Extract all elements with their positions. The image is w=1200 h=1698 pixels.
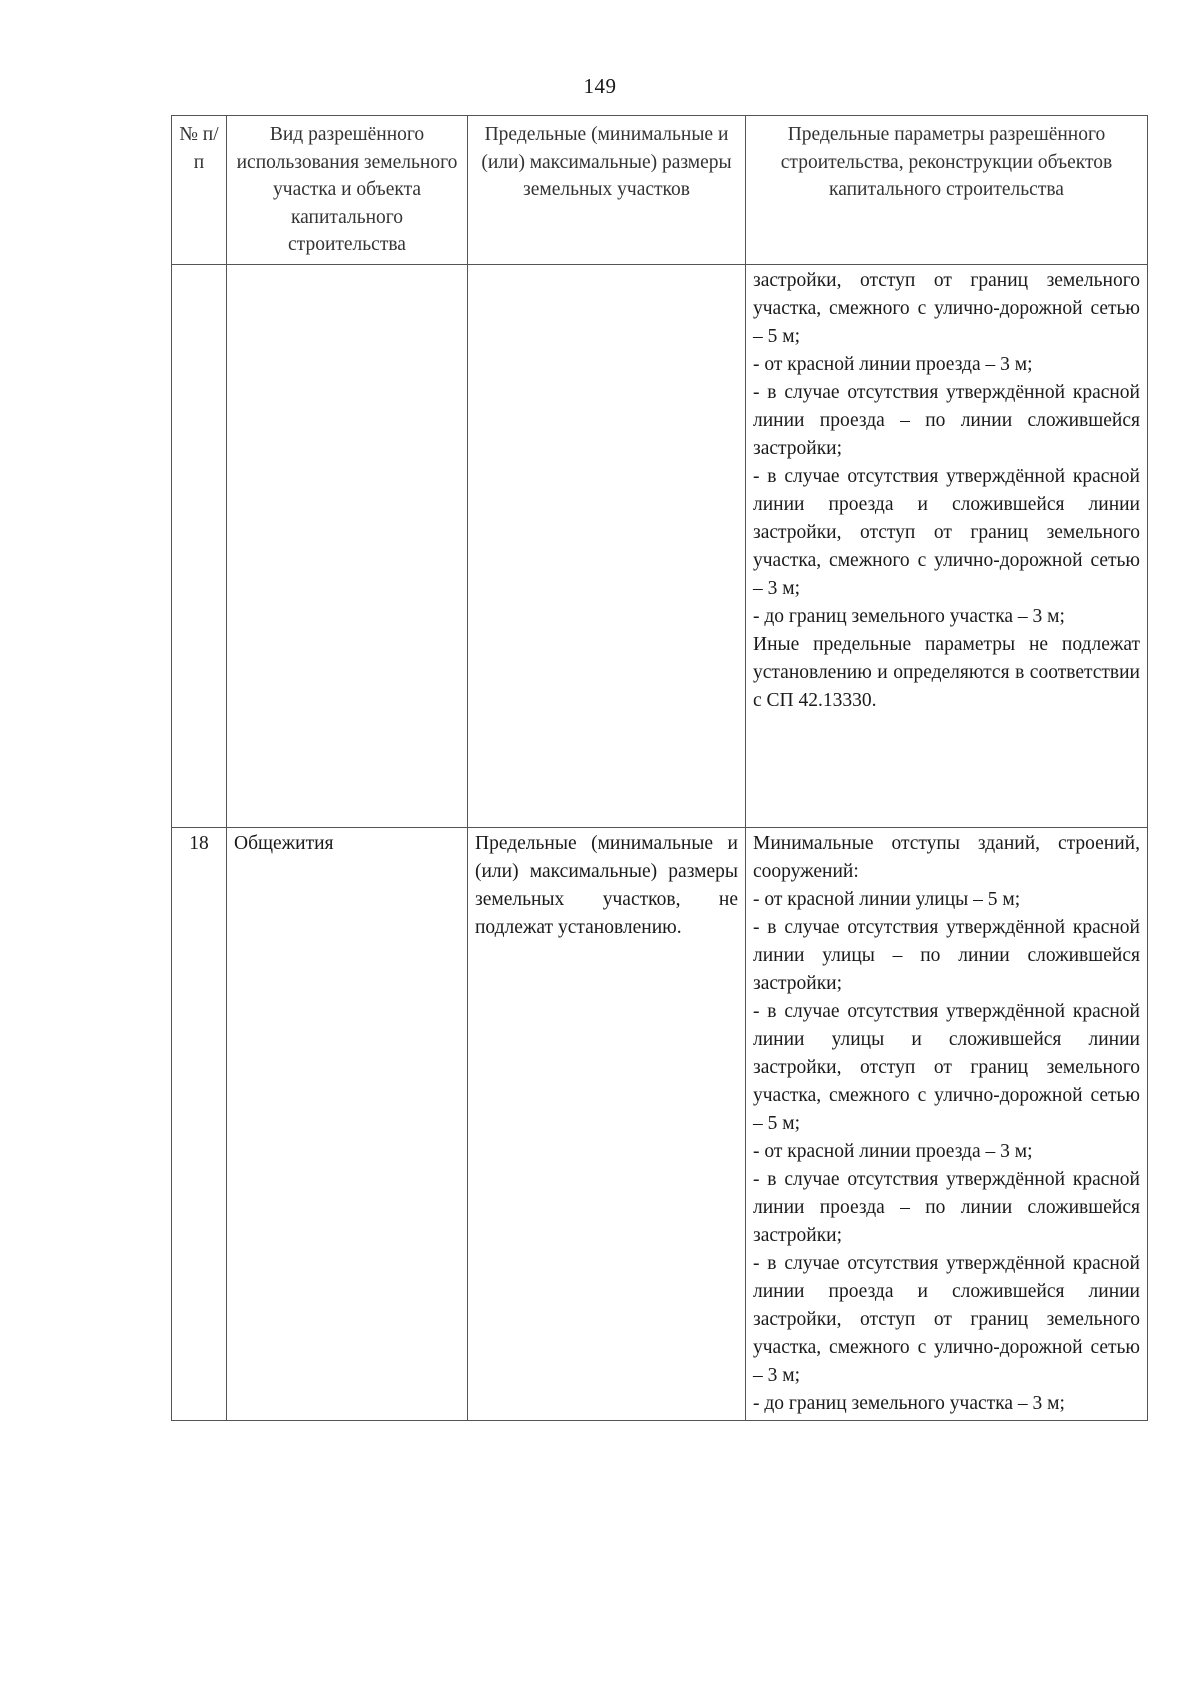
param-paragraph: - от красной линии улицы – 5 м; — [753, 888, 1021, 910]
row-number-cell: 18 — [172, 827, 227, 1420]
params-cell — [746, 264, 1148, 827]
table-row — [172, 264, 1148, 827]
param-paragraph: - до границ земельного участка – 3 м; — [753, 1392, 1065, 1414]
param-paragraph: застройки, отступ от границ земельного участка, смежного с улично-дорожной сетью – 5 м; — [753, 269, 1140, 347]
param-paragraph: - в случае отсутствия утверждённой красной линии проезда и сложившейся линии застройки, отступ от границ земельного участка, смежного с улично-дорожной сетью – 3 м; — [753, 1252, 1140, 1386]
param-paragraph: - в случае отсутствия утверждённой красной линии проезда – по линии сложившейся застройки; — [753, 381, 1140, 459]
use-type-cell: Общежития — [227, 827, 468, 1420]
zoning-parameters-table — [171, 115, 1148, 1421]
param-paragraph: - от красной линии проезда – 3 м; — [753, 353, 1033, 375]
header-number: № п/п — [172, 116, 227, 265]
param-paragraph: - в случае отсутствия утверждённой красной линии проезда – по линии сложившейся застройки; — [753, 1168, 1140, 1246]
table-row — [172, 827, 1148, 1420]
use-type-cell — [227, 264, 468, 827]
table-header-row — [172, 116, 1148, 265]
row-number-cell — [172, 264, 227, 827]
param-paragraph: - до границ земельного участка – 3 м; — [753, 605, 1065, 627]
page-number: 149 — [583, 74, 617, 98]
param-paragraph: - в случае отсутствия утверждённой красной линии улицы и сложившейся линии застройки, отступ от границ земельного участка, смежного с улично-дорожной сетью – 5 м; — [753, 1000, 1140, 1134]
param-paragraph: Иные предельные параметры не подлежат установлению и определяются в соответствии с СП 42.13330. — [753, 633, 1140, 711]
params-cell — [746, 827, 1148, 1420]
header-construction-params: Предельные параметры разрешённого строительства, реконструкции объектов капитального строительства — [746, 116, 1148, 265]
plot-sizes-cell: Предельные (минимальные и (или) максимальные) размеры земельных участков, не подлежат установлению. — [468, 827, 746, 1420]
header-plot-sizes: Предельные (минимальные и (или) максимальные) размеры земельных участков — [468, 116, 746, 265]
param-paragraph: - в случае отсутствия утверждённой красной линии улицы – по линии сложившейся застройки; — [753, 916, 1140, 994]
param-paragraph: - от красной линии проезда – 3 м; — [753, 1140, 1033, 1162]
param-paragraph: Минимальные отступы зданий, строений, сооружений: — [753, 832, 1140, 882]
param-paragraph: - в случае отсутствия утверждённой красной линии проезда и сложившейся линии застройки, отступ от границ земельного участка, смежного с улично-дорожной сетью – 3 м; — [753, 465, 1140, 599]
plot-sizes-cell — [468, 264, 746, 827]
header-use-type: Вид разрешённого использования земельного участка и объекта капитального строительства — [227, 116, 468, 265]
